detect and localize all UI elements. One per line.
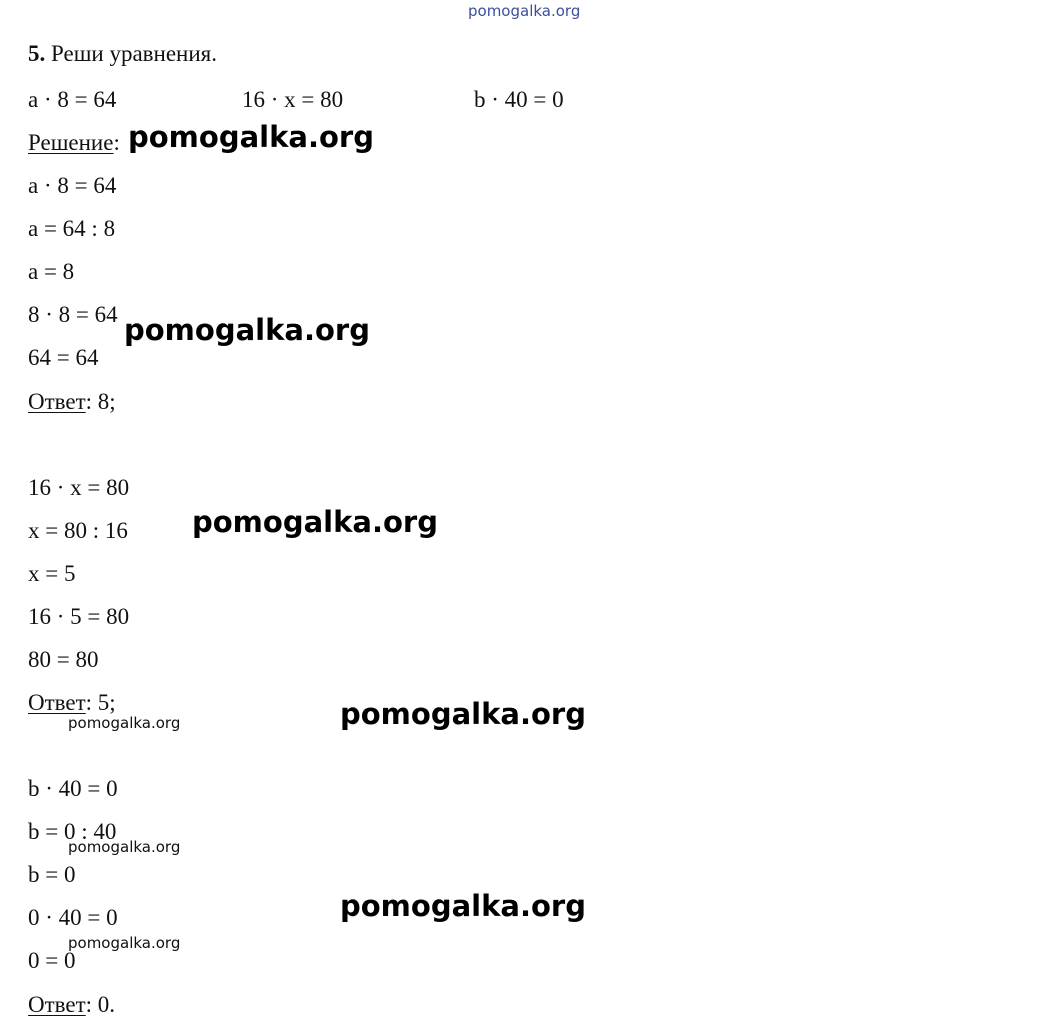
solution-heading xyxy=(28,129,120,157)
task-number: 5. xyxy=(28,41,46,66)
eq1-step-5: 64 = 64 xyxy=(28,345,99,370)
task-equation-2: 16 · x = 80 xyxy=(242,87,344,112)
task-equation-1: a · 8 = 64 xyxy=(28,87,117,112)
eq3-answer-value: : 0. xyxy=(85,992,116,1017)
eq1-step-4: 8 · 8 = 64 xyxy=(28,302,118,327)
watermark-small: pomogalka.org xyxy=(68,714,181,732)
task-equation-3: b · 40 = 0 xyxy=(474,87,564,112)
eq1-step-2: a = 64 : 8 xyxy=(28,216,116,241)
eq1-step-3: a = 8 xyxy=(28,259,75,284)
task-instruction: Реши уравнения. xyxy=(45,41,217,66)
eq3-step-2: b = 0 : 40 xyxy=(28,819,117,844)
eq1-answer xyxy=(28,388,116,416)
watermark-big: pomogalka.org xyxy=(128,120,374,154)
eq3-step-1: b · 40 = 0 xyxy=(28,776,118,801)
answer-label: Ответ xyxy=(28,690,86,715)
watermark-big: pomogalka.org xyxy=(340,889,586,923)
eq3-step-5: 0 = 0 xyxy=(28,948,76,973)
eq2-step-3: x = 5 xyxy=(28,561,76,586)
eq2-step-1: 16 · x = 80 xyxy=(28,475,130,500)
task-heading xyxy=(28,40,217,68)
eq2-step-5: 80 = 80 xyxy=(28,647,99,672)
watermark-big: pomogalka.org xyxy=(340,697,586,731)
answer-label: Ответ xyxy=(28,389,86,414)
solution-label: Решение xyxy=(28,130,114,155)
eq1-answer-value: : 8; xyxy=(85,389,116,414)
watermark-small: pomogalka.org xyxy=(68,838,181,856)
answer-label: Ответ xyxy=(28,992,86,1017)
eq3-step-3: b = 0 xyxy=(28,862,76,887)
watermark-big: pomogalka.org xyxy=(124,313,370,347)
eq1-step-1: a · 8 = 64 xyxy=(28,173,117,198)
eq2-step-4: 16 · 5 = 80 xyxy=(28,604,130,629)
eq2-answer-value: : 5; xyxy=(85,690,116,715)
watermark-small: pomogalka.org xyxy=(68,934,181,952)
eq2-step-2: x = 80 : 16 xyxy=(28,518,128,543)
eq3-step-4: 0 · 40 = 0 xyxy=(28,905,118,930)
top-watermark: pomogalka.org xyxy=(468,2,581,20)
eq3-answer xyxy=(28,991,115,1019)
solution-colon: : xyxy=(113,130,120,155)
watermark-big: pomogalka.org xyxy=(192,505,438,539)
eq2-answer xyxy=(28,689,116,717)
